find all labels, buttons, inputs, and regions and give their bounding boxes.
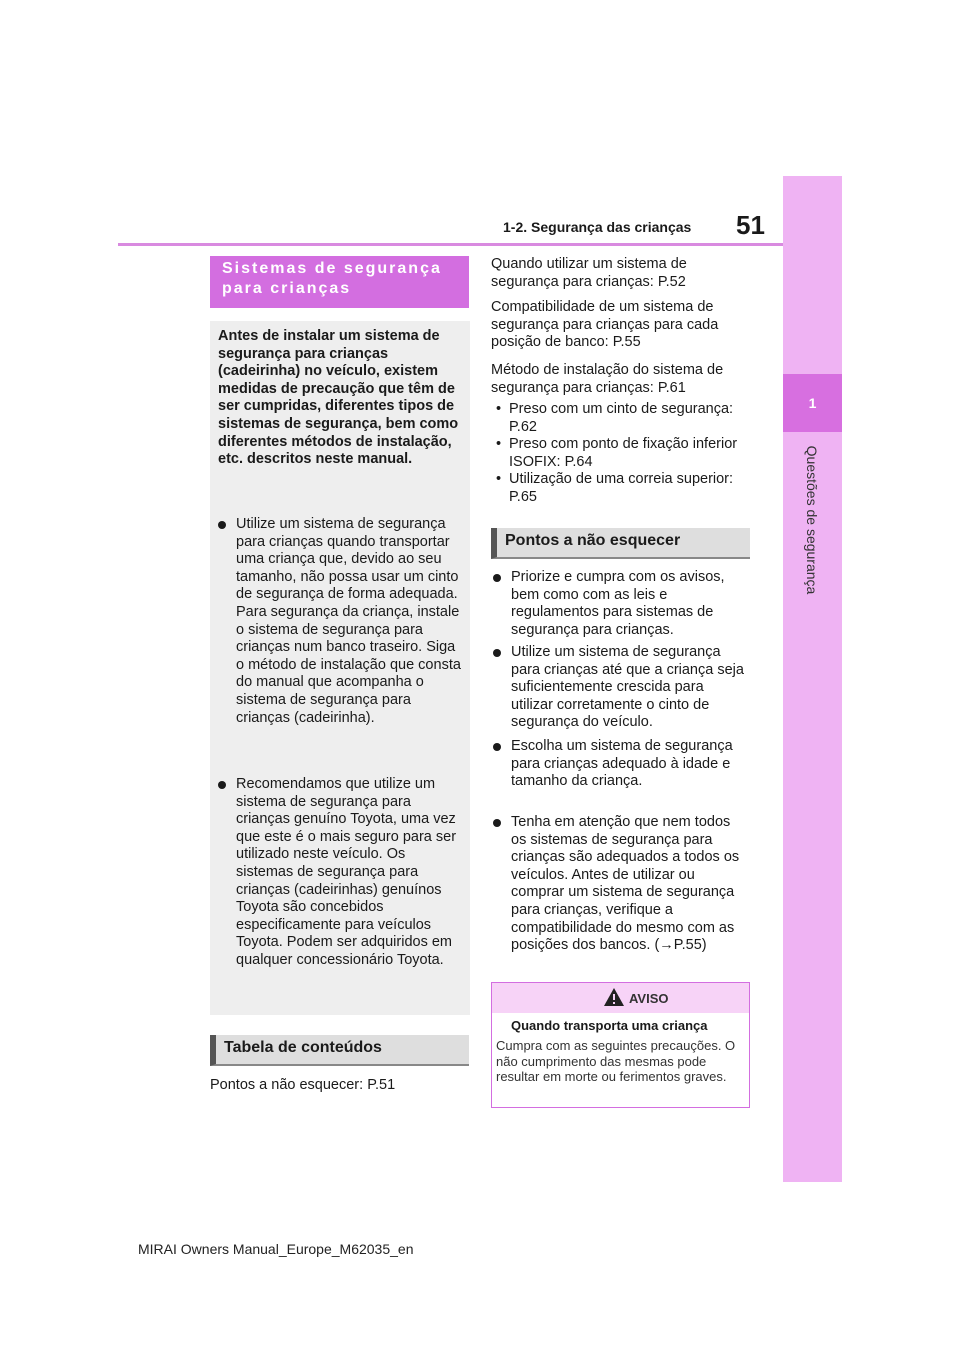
list-item-text: Preso com ponto de fixação inferior ISOFIX: P.64: [509, 436, 738, 470]
bullet-mark: •: [496, 471, 502, 488]
install-methods-list: [495, 401, 755, 507]
chapter-number-tab[interactable]: 1: [783, 374, 842, 432]
bullet-text: Utilize um sistema de segurança para crianças até que a criança seja suficientemente crescida para utilizar corretamente o cinto de segurança do veículo.: [511, 644, 744, 731]
bullet-dot-icon: [218, 521, 226, 529]
bullet-text: Recomendamos que utilize um sistema de segurança para crianças genuíno Toyota, uma vez que este é o mais seguro para ser utilizado neste veículo. Os sistemas de segurança para crianças (cadeirinhas) genuínos Toyota são concebidos especificamente para veículos Toyota. Podem ser adquiridos em qualquer concessionário Toyota.: [236, 776, 457, 968]
toc-item[interactable]: Compatibilidade de um sistema de segurança para crianças para cada posição de banco: P.55: [491, 299, 719, 351]
warning-header: [492, 983, 749, 1013]
list-item[interactable]: [495, 436, 755, 471]
section-title: 1-2. Segurança das crianças: [503, 219, 692, 235]
toc-item[interactable]: Método de instalação do sistema de segurança para crianças: P.61: [491, 362, 724, 396]
warning-subtitle: Quando transporta uma criança: [511, 1018, 708, 1033]
bullet-text: Utilize um sistema de segurança para crianças quando transportar uma criança que, devido ao seu tamanho, não possa usar um cinto de segurança de forma adequada. Para segurança da criança, instale o sistema de segurança para crianças num banco traseiro. Siga o método de instalação que consta do manual que acompanha o sistema de segurança para crianças (cadeirinha).: [236, 516, 461, 726]
toc-heading: [210, 1035, 469, 1066]
bullet-text: Tenha em atenção que nem todos os sistemas de segurança para crianças são adequados a todos os veículos. Antes de utilizar ou comprar um sistema de segurança para crianças, verifique a compatibilidade do mesmo com as posições dos bancos. (→P.55): [511, 814, 740, 954]
toc-item[interactable]: Pontos a não esquecer: P.51: [210, 1077, 396, 1093]
toc-item[interactable]: Quando utilizar um sistema de segurança para crianças: P.52: [491, 256, 687, 290]
intro-text: Antes de instalar um sistema de segurança para crianças (cadeirinha) no veículo, existem medidas de precaução que têm de ser cumpridas, diferentes tipos de sistemas de segurança, bem como diferentes métodos de instalação, etc. descritos neste manual.: [218, 328, 459, 468]
warning-triangle-icon: [603, 987, 625, 1007]
header-rule: [118, 243, 783, 246]
bullet-text: Priorize e cumpra com os avisos, bem como com as leis e regulamentos para sistemas de segurança para crianças.: [511, 569, 725, 638]
bullet-text: Escolha um sistema de segurança para crianças adequado à idade e tamanho da criança.: [511, 738, 733, 790]
list-item-text: Utilização de uma correia superior: P.65: [509, 471, 734, 505]
list-item[interactable]: [495, 471, 755, 506]
bullet-mark: •: [496, 401, 502, 417]
points-heading: [491, 528, 750, 559]
main-heading: [210, 256, 469, 308]
warning-text: Cumpra com as seguintes precauções. O não cumprimento das mesmas pode resultar em morte ou ferimentos graves.: [496, 1038, 736, 1084]
toc-heading-text: Tabela de conteúdos: [224, 1039, 382, 1056]
bullet-dot-icon: [493, 819, 501, 827]
list-item-text: Preso com um cinto de segurança: P.62: [509, 401, 734, 435]
bullet-dot-icon: [493, 574, 501, 582]
points-heading-text: Pontos a não esquecer: [505, 532, 681, 549]
list-item[interactable]: [495, 401, 755, 436]
chapter-side-tab: [783, 176, 842, 1182]
bullet-dot-icon: [493, 743, 501, 751]
chapter-label: Questões de segurança: [804, 445, 820, 595]
main-heading-text: Sistemas de segurança para crianças: [222, 260, 442, 297]
footer-text: MIRAI Owners Manual_Europe_M62035_en: [138, 1241, 414, 1257]
bullet-dot-icon: [493, 649, 501, 657]
bullet-mark: •: [496, 436, 502, 453]
warning-box: [491, 982, 750, 1108]
bullet-dot-icon: [218, 781, 226, 789]
warning-title: AVISO: [629, 991, 669, 1006]
page-number: 51: [736, 210, 765, 240]
